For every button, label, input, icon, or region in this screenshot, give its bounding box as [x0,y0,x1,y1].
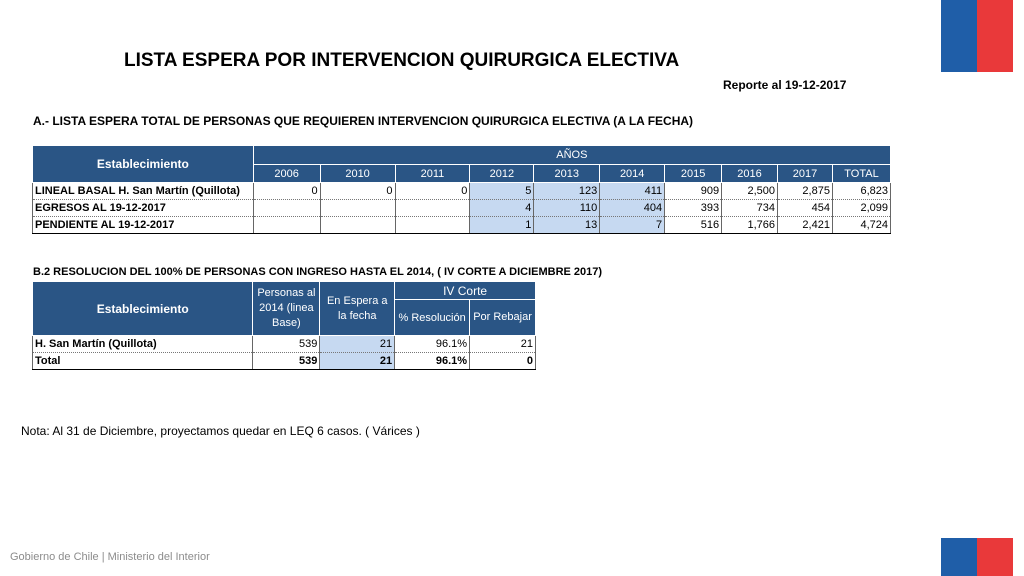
report-date: Reporte al 19-12-2017 [723,78,847,92]
resolution-table [32,281,536,370]
footer-text: Gobierno de Chile | Ministerio del Interior [10,551,210,563]
header-resolucion: % Resolución [395,300,470,336]
table-cell: 0 [395,183,470,200]
table-row [33,217,891,234]
table-cell: 539 [253,353,320,370]
row-label: H. San Martín (Quillota) [33,336,253,353]
header-por-rebajar: Por Rebajar [470,300,536,336]
table-cell: 0 [320,183,395,200]
header-year: 2017 [778,165,833,183]
header-establecimiento: Establecimiento [33,146,254,183]
table-cell: 404 [600,200,665,217]
table-cell [320,200,395,217]
table-cell: 7 [600,217,665,234]
header-year: 2014 [600,165,665,183]
table-cell: 21 [320,353,395,370]
table-cell [395,217,470,234]
table-cell: 2,875 [778,183,833,200]
table-cell: 96.1% [395,336,470,353]
table-cell: 4,724 [832,217,890,234]
row-label: Total [33,353,253,370]
table-cell: 5 [470,183,534,200]
table-cell: 1 [470,217,534,234]
table-cell: 2,421 [778,217,833,234]
table-cell: 1,766 [722,217,778,234]
table-row [33,183,891,200]
table-cell: 21 [470,336,536,353]
header-establecimiento: Establecimiento [33,282,253,336]
waitlist-years-table [32,145,891,234]
table-cell: 909 [665,183,722,200]
header-year: 2015 [665,165,722,183]
table-row [33,336,536,353]
table-cell: 2,099 [832,200,890,217]
table-cell: 539 [253,336,320,353]
table-cell: 0 [253,183,320,200]
page-title: LISTA ESPERA POR INTERVENCION QUIRURGICA ELECTIVA [124,50,680,71]
header-year: 2006 [253,165,320,183]
row-label: EGRESOS AL 19-12-2017 [33,200,254,217]
table-cell: 96.1% [395,353,470,370]
header-year: 2016 [722,165,778,183]
header-year: 2010 [320,165,395,183]
table-cell: 454 [778,200,833,217]
table-cell: 734 [722,200,778,217]
table-cell [395,200,470,217]
section-a-heading: A.- LISTA ESPERA TOTAL DE PERSONAS QUE REQUIEREN INTERVENCION QUIRURGICA ELECTIVA (A LA FECHA) [33,114,694,128]
header-year: 2012 [470,165,534,183]
table-cell: 123 [534,183,600,200]
table-cell: 516 [665,217,722,234]
table-cell: 6,823 [832,183,890,200]
table-cell [320,217,395,234]
row-label: LINEAL BASAL H. San Martín (Quillota) [33,183,254,200]
header-en-espera: En Espera a la fecha [320,282,395,336]
chile-flag-logo-top [941,0,1013,72]
table-row [33,353,536,370]
header-year: 2011 [395,165,470,183]
table-row [33,200,891,217]
table-cell: 21 [320,336,395,353]
table-cell: 411 [600,183,665,200]
header-personas-2014: Personas al 2014 (linea Base) [253,282,320,336]
header-total: TOTAL [832,165,890,183]
table-cell: 13 [534,217,600,234]
header-year: 2013 [534,165,600,183]
table-cell: 4 [470,200,534,217]
table-cell: 0 [470,353,536,370]
note-text: Nota: Al 31 de Diciembre, proyectamos quedar en LEQ 6 casos. ( Várices ) [21,424,420,438]
table-cell: 110 [534,200,600,217]
table-cell [253,200,320,217]
header-anos: AÑOS [253,146,890,165]
table-cell: 2,500 [722,183,778,200]
chile-flag-logo-bottom [941,538,1013,576]
table-cell: 393 [665,200,722,217]
table-cell [253,217,320,234]
header-iv-corte: IV Corte [395,282,536,300]
row-label: PENDIENTE AL 19-12-2017 [33,217,254,234]
section-b-heading: B.2 RESOLUCION DEL 100% DE PERSONAS CON INGRESO HASTA EL 2014, ( IV CORTE A DICIEMBRE 2017) [33,266,603,278]
